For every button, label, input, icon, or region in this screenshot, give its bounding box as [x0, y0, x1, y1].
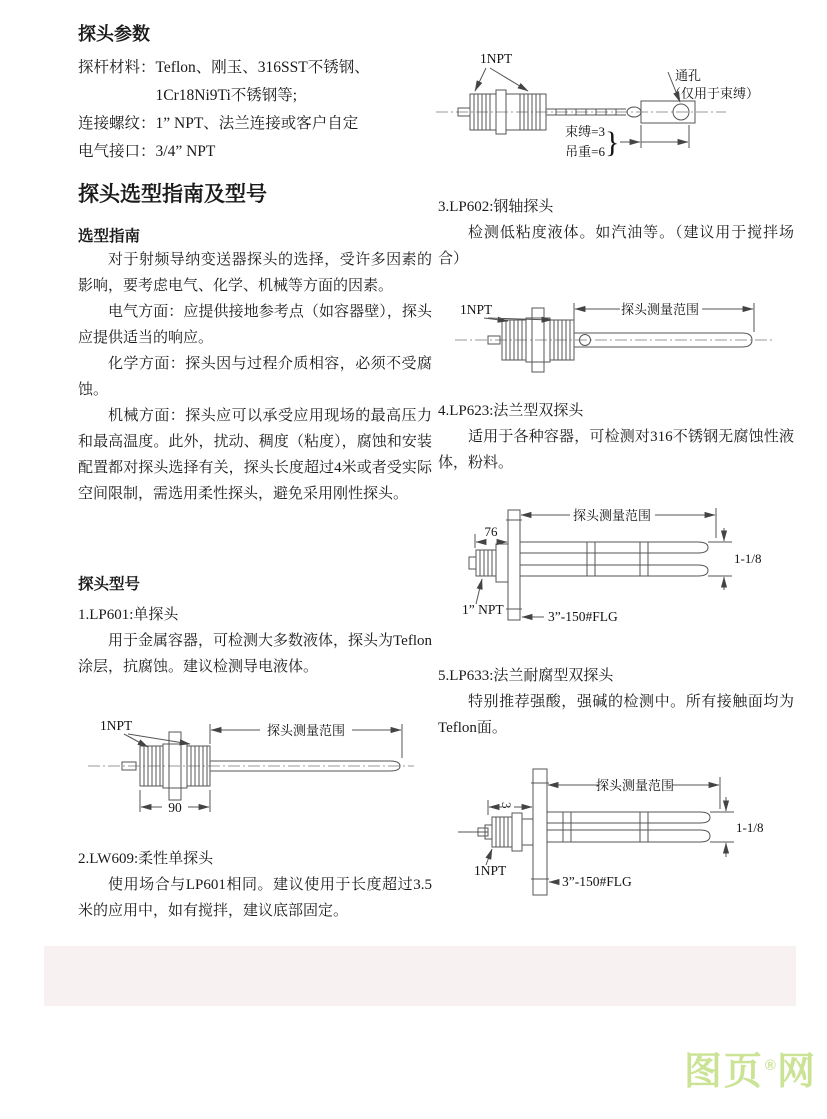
collar [522, 819, 533, 845]
tie-dim-label: 束缚=3 [565, 124, 605, 139]
leader-line [475, 68, 486, 91]
lp623-diagram [440, 490, 802, 632]
model-lp633-desc: 特别推荐强酸，强碱的检测中。所有接触面均为Teflon面。 [438, 694, 794, 736]
model-lp602-desc: 检测低粘度液体。如汽油等。（建议用于搅拌场合） [438, 225, 794, 267]
guide-paragraph-2: 电气方面：应提供接地参考点（如容器壁），探头应提供适当的响应。 [78, 304, 432, 346]
flange [508, 510, 520, 620]
registered-mark: ® [764, 1057, 776, 1075]
model-lw609-title: 2.LW609:柔性单探头 [78, 851, 214, 867]
param-value-line1: Teflon、刚玉、316SST不锈钢、 [155, 59, 370, 76]
param-value: 3/4” NPT [155, 143, 216, 160]
range-label: 探头测量范围 [266, 723, 346, 738]
thread-hatch [496, 817, 508, 847]
model-lw609-desc: 使用场合与LP601相同。建议使用于长度超过3.5米的应用中，如有搅拌，建议底部固定。 [78, 877, 432, 919]
hex-nut [512, 813, 522, 851]
rod-spacer [640, 812, 648, 842]
guide-paragraph-1: 对于射频导纳变送器探头的选择，受许多因素的影响，要考虑电气、化学、机械等方面的因素。 [78, 252, 432, 294]
lp633-diagram [440, 755, 800, 905]
leader-line [490, 68, 528, 91]
lw609-diagram [428, 30, 800, 182]
probe-rod-lower [520, 565, 708, 576]
subsection-title-models: 探头型号 [78, 576, 141, 593]
flange-label: 3”-150#FLG [548, 609, 618, 624]
rod-gap-dim-label: 1-1/8 [736, 820, 764, 835]
param-label: 连接螺纹： [78, 115, 156, 132]
model-lp601-desc: 用于金属容器，可检测大多数液体，探头为Teflon涂层，抗腐蚀。建议检测导电液体。 [78, 633, 432, 675]
guide-paragraph-3: 化学方面：探头因与过程介质相容，必须不受腐蚀。 [78, 356, 432, 398]
thread-hatch [480, 550, 492, 576]
rod-spacer [587, 542, 595, 576]
range-label: 探头测量范围 [595, 778, 675, 793]
leader-line [124, 734, 148, 747]
param-value-line2: 1Cr18Ni9Ti不锈钢等; [155, 87, 298, 104]
npt-label: 1NPT [460, 302, 493, 317]
guide-paragraph-4: 机械方面：探头应可以承受应用现场的最高压力和最高温度。此外，扰动、稠度（粘度），腐蚀和安装配置都对探头选择有关，探头长度超过4米或者受实际空间限制，需选用柔性探头，避免采用刚性探头。 [78, 408, 432, 502]
param-label: 电气接口： [78, 143, 156, 160]
rod-spacer [640, 542, 648, 576]
brace: } [605, 126, 620, 159]
range-label: 探头测量范围 [572, 508, 652, 523]
fitting-dim-label: 90 [168, 800, 182, 815]
through-hole-label: 通孔 [675, 68, 702, 83]
watermark-text-2: 网 [776, 1051, 817, 1093]
probe-tip [469, 557, 476, 569]
probe-rod-upper [520, 542, 708, 553]
rod-spacer [563, 812, 571, 842]
param-label: 探杆材料： [78, 59, 156, 76]
thread [492, 817, 512, 847]
model-lp601-title: 1.LP601:单探头 [78, 607, 179, 623]
model-lp602-title: 3.LP602:钢轴探头 [438, 199, 554, 215]
offset-dim-label: 3 [499, 802, 514, 809]
watermark [684, 1053, 817, 1091]
through-hole-note: （仅用于束缚） [668, 86, 760, 101]
model-lp623-desc: 适用于各种容器，可检测对316不锈钢无腐蚀性液体，粉料。 [438, 429, 794, 471]
probe-params-list [78, 54, 434, 166]
footer-accent-bar [44, 946, 796, 1006]
flange [533, 769, 547, 895]
rod-gap-dim-label: 1-1/8 [734, 551, 762, 566]
param-row-electrical [78, 138, 434, 166]
param-row-material [78, 54, 434, 110]
npt-label: 1” NPT [462, 602, 504, 617]
offset-dim-label: 76 [484, 524, 498, 539]
npt-label: 1NPT [480, 51, 513, 66]
model-lp633-title: 5.LP633:法兰耐腐型双探头 [438, 668, 614, 684]
lp602-diagram [440, 290, 782, 402]
npt-label: 1NPT [100, 718, 133, 733]
npt-label: 1NPT [474, 863, 507, 878]
watermark-text-1: 图页 [683, 1051, 764, 1093]
param-value: 1” NPT、法兰连接或客户自定 [155, 115, 359, 132]
leader-line [476, 579, 482, 604]
section-title-probe-params: 探头参数 [78, 24, 150, 44]
param-row-thread [78, 110, 434, 138]
flange-label: 3”-150#FLG [562, 874, 632, 889]
subsection-title-guide: 选型指南 [78, 228, 141, 245]
param-value [156, 54, 370, 110]
lp601-diagram [70, 700, 432, 836]
range-label: 探头测量范围 [620, 302, 700, 317]
hex-nut [496, 544, 508, 582]
selection-guide-paragraphs [78, 247, 432, 507]
section-title-selection-guide: 探头选型指南及型号 [78, 183, 267, 206]
model-lp623-title: 4.LP623:法兰型双探头 [438, 403, 584, 419]
hang-dim-label: 吊重=6 [565, 144, 605, 159]
thread [476, 550, 496, 576]
